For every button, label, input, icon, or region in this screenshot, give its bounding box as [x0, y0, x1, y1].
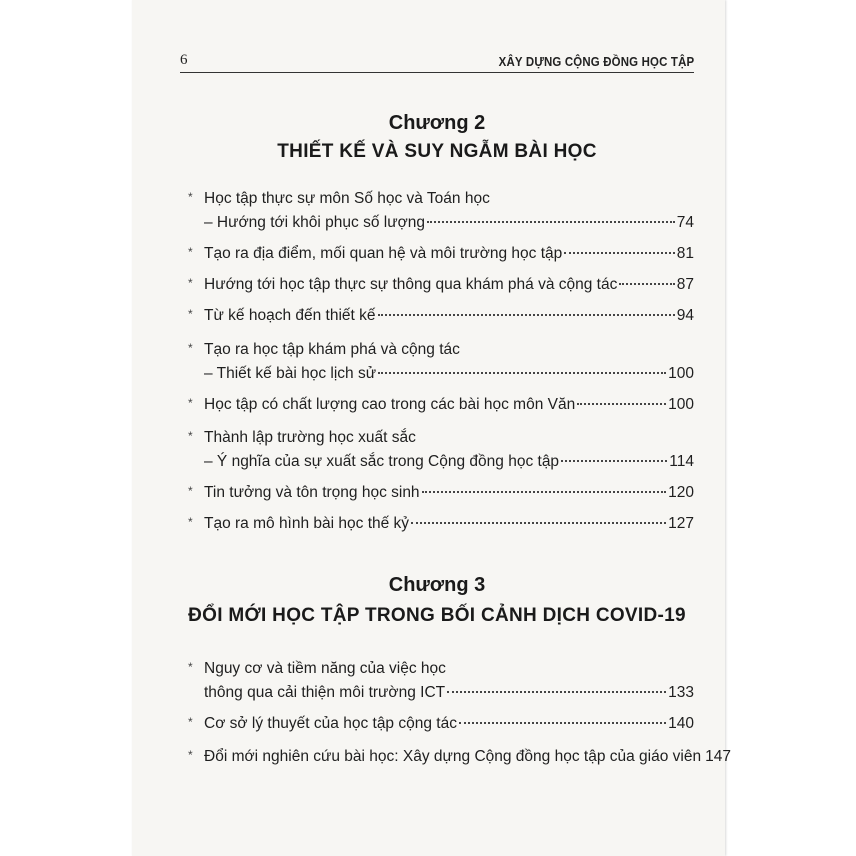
toc-entry-title: Tạo ra địa điểm, mối quan hệ và môi trường học tập [204, 245, 563, 262]
toc-entry-title-line1: Tạo ra học tập khám phá và cộng tác [204, 341, 460, 358]
leader-dots [411, 522, 666, 524]
toc-page-number: 81 [676, 245, 694, 262]
toc-entry-title: Tạo ra mô hình bài học thế kỷ [204, 515, 410, 532]
running-head: XÂY DỰNG CỘNG ĐỒNG HỌC TẬP [498, 54, 694, 69]
page-number: 6 [180, 52, 188, 68]
leader-dots [447, 691, 666, 693]
page-header [180, 52, 694, 73]
toc-page-number: 120 [668, 484, 694, 501]
chapter-title: ĐỔI MỚI HỌC TẬP TRONG BỐI CẢNH DỊCH COVID-19 [188, 605, 686, 626]
bullet-star-icon: * [188, 190, 193, 204]
leader-dots [427, 221, 675, 223]
toc-entry-title-line1: Học tập thực sự môn Số học và Toán học [204, 190, 490, 207]
toc-entry-title: Hướng tới học tập thực sự thông qua khám phá và cộng tác [204, 276, 618, 293]
bullet-star-icon: * [188, 276, 193, 290]
toc-page-number: 100 [668, 365, 694, 382]
leader-dots [561, 460, 667, 462]
leader-dots [619, 283, 674, 285]
toc-entry-title: – Hướng tới khôi phục số lượng [204, 214, 425, 231]
leader-dots [378, 314, 675, 316]
chapter-title: THIẾT KẾ VÀ SUY NGẪM BÀI HỌC [277, 141, 597, 162]
toc-page-number: 127 [668, 515, 694, 532]
bullet-star-icon: * [188, 484, 193, 498]
bullet-star-icon: * [188, 307, 193, 321]
toc-page-number: 87 [676, 276, 694, 293]
chapter-label: Chương 3 [388, 574, 486, 596]
bullet-star-icon: * [188, 515, 193, 529]
bullet-star-icon: * [188, 660, 193, 674]
toc-entry-title: – Ý nghĩa của sự xuất sắc trong Cộng đồng học tập [204, 453, 560, 470]
toc-entry-title-line1: Nguy cơ và tiềm năng của việc học [204, 660, 446, 677]
toc-entry-title: – Thiết kế bài học lịch sử [204, 365, 377, 382]
chapter-label: Chương 2 [388, 112, 486, 134]
toc-entry-title: Tin tưởng và tôn trọng học sinh [204, 484, 420, 501]
toc-entry-title: Học tập có chất lượng cao trong các bài học môn Văn [204, 396, 576, 413]
toc-page-number: 114 [669, 453, 694, 470]
bullet-star-icon: * [188, 245, 193, 259]
toc-entry-title: thông qua cải thiện môi trường ICT [204, 684, 446, 701]
toc-page-number: 147 [705, 748, 731, 765]
toc-page-number: 140 [668, 715, 694, 732]
leader-dots [564, 252, 674, 254]
leader-dots [378, 372, 666, 374]
toc-entry-title: Cơ sở lý thuyết của học tập cộng tác [204, 715, 457, 732]
leader-dots [577, 403, 666, 405]
toc-page-number: 100 [668, 396, 694, 413]
toc-page-number: 133 [668, 684, 694, 701]
bullet-star-icon: * [188, 715, 193, 729]
toc-entry-title: Từ kế hoạch đến thiết kế [204, 307, 376, 324]
leader-dots [422, 491, 667, 493]
bullet-star-icon: * [188, 429, 193, 443]
toc-page-number: 94 [676, 307, 694, 324]
toc-page-number: 74 [676, 214, 694, 231]
bullet-star-icon: * [188, 396, 193, 410]
toc-entry-title-line1: Thành lập trường học xuất sắc [204, 429, 416, 446]
bullet-star-icon: * [188, 341, 193, 355]
toc-entry-title: Đổi mới nghiên cứu bài học: Xây dựng Cộng đồng học tập của giáo viên [204, 748, 702, 765]
bullet-star-icon: * [188, 748, 193, 762]
leader-dots [459, 722, 666, 724]
